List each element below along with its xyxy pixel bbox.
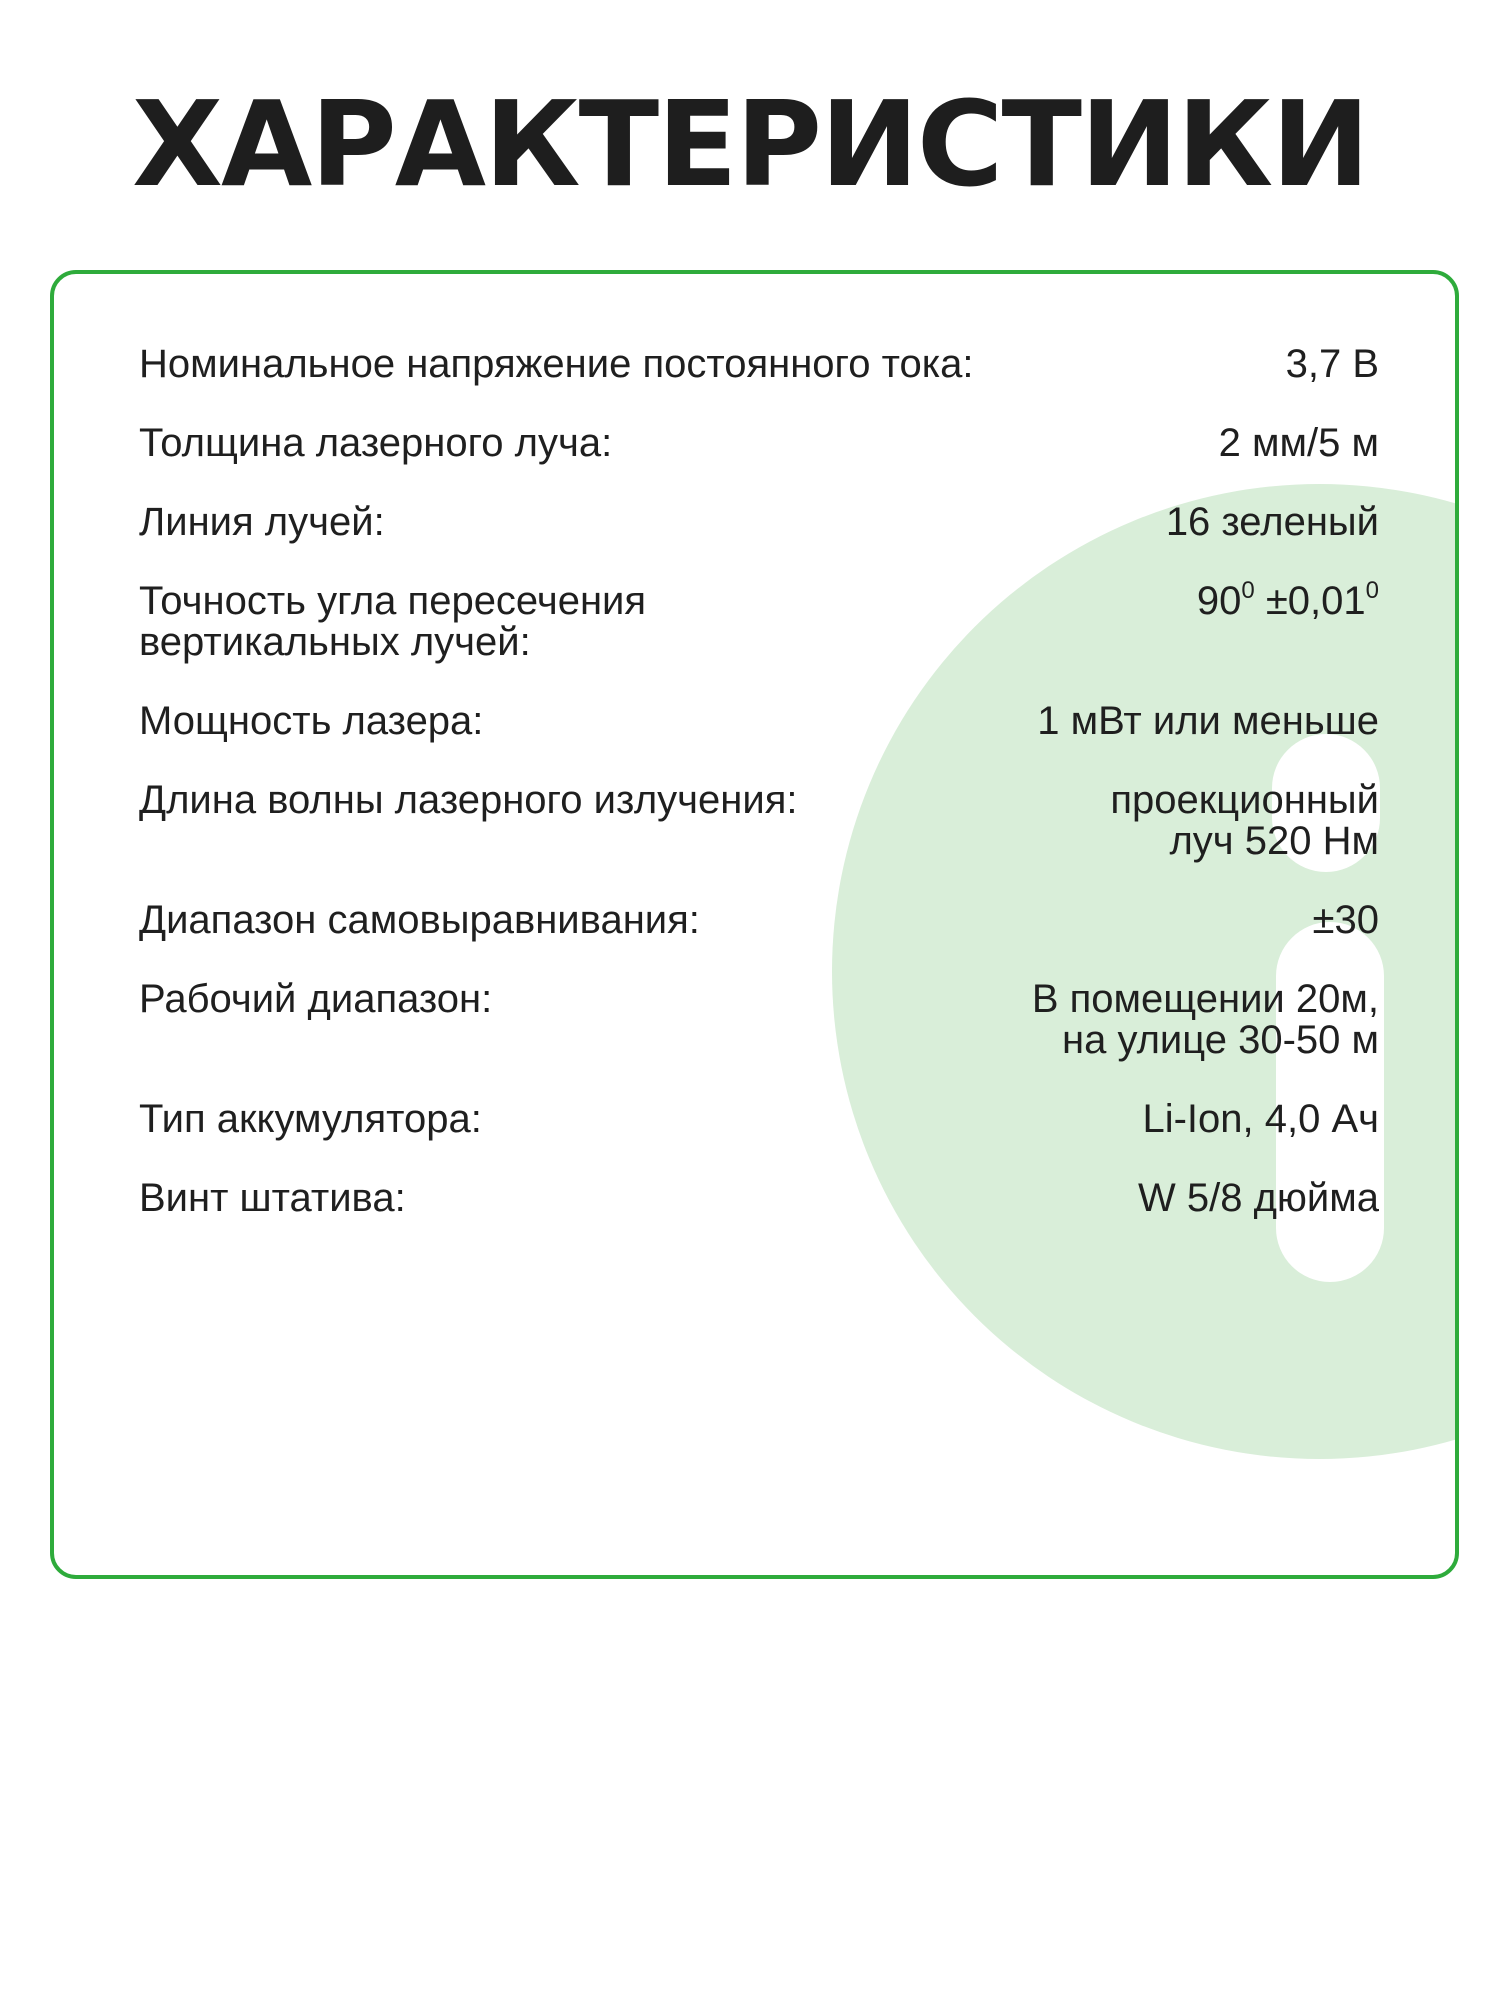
spec-row-beam-thickness xyxy=(139,423,1379,464)
spec-row-working-range xyxy=(139,979,1379,1061)
spec-label: Линия лучей: xyxy=(139,500,385,544)
angle-value: 90 xyxy=(1196,579,1242,623)
spec-row-tripod-screw xyxy=(139,1178,1379,1219)
spec-value: 2 мм/5 м xyxy=(1218,421,1379,465)
degree-sign: 0 xyxy=(1241,577,1255,604)
spec-value: В помещении 20м, на улице 30-50 м xyxy=(1031,977,1379,1062)
spec-value: 3,7 В xyxy=(1285,342,1379,386)
angle-tolerance: ±0,01 xyxy=(1254,579,1366,623)
spec-label: Длина волны лазерного излучения: xyxy=(139,778,798,822)
spec-label: Номинальное напряжение постоянного тока: xyxy=(139,342,974,386)
spec-label: Диапазон самовыравнивания: xyxy=(139,898,700,942)
spec-value: 1 мВт или меньше xyxy=(1037,699,1379,743)
spec-row-wavelength xyxy=(139,780,1379,862)
spec-value: W 5/8 дюйма xyxy=(1137,1176,1379,1220)
spec-row-battery-type xyxy=(139,1099,1379,1140)
spec-value: ±30 xyxy=(1312,898,1379,942)
spec-label: Винт штатива: xyxy=(139,1176,406,1220)
spec-row-self-leveling xyxy=(139,900,1379,941)
spec-label: Рабочий диапазон: xyxy=(139,977,493,1021)
spec-row-beam-lines xyxy=(139,502,1379,543)
spec-label: Толщина лазерного луча: xyxy=(139,421,613,465)
spec-card xyxy=(50,270,1459,1579)
spec-value: Li-Ion, 4,0 Ач xyxy=(1142,1097,1379,1141)
spec-label: Мощность лазера: xyxy=(139,699,484,743)
spec-row-voltage xyxy=(139,344,1379,385)
spec-row-angle-accuracy xyxy=(139,577,1379,664)
spec-label: Точность угла пересечения вертикальных лучей: xyxy=(139,579,647,664)
spec-value: 16 зеленый xyxy=(1165,500,1379,544)
spec-list xyxy=(139,344,1379,1257)
spec-label: Тип аккумулятора: xyxy=(139,1097,482,1141)
spec-value: проекционный луч 520 Нм xyxy=(1110,778,1379,863)
spec-value xyxy=(1196,577,1379,623)
spec-row-laser-power xyxy=(139,701,1379,742)
degree-sign: 0 xyxy=(1365,577,1379,604)
page-title: ХАРАКТЕРИСТИКИ xyxy=(132,75,1368,213)
